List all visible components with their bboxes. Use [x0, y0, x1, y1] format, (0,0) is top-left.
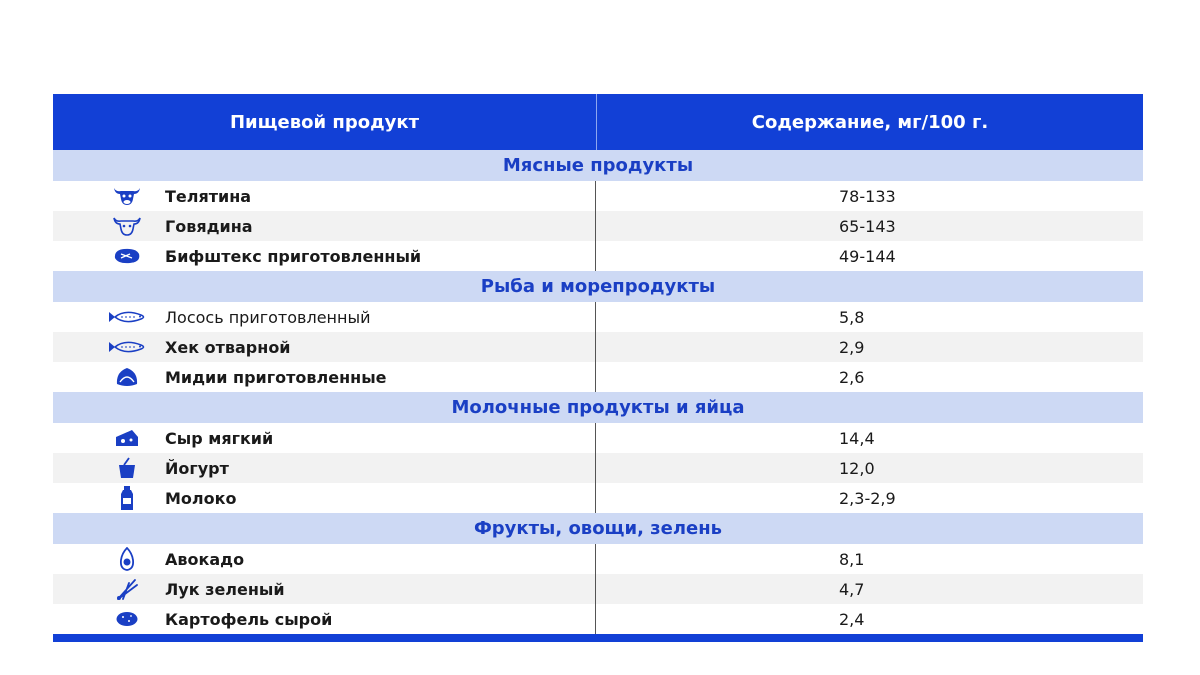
table-row — [53, 332, 1143, 362]
content-value: 2,6 — [839, 367, 865, 387]
product-name: Бифштекс приготовленный — [165, 246, 422, 266]
table-row — [53, 423, 1143, 453]
column-header-content: Содержание, мг/100 г. — [751, 111, 989, 133]
table-row — [53, 302, 1143, 332]
table-row — [53, 241, 1143, 271]
table-row — [53, 181, 1143, 211]
table-header — [53, 94, 1143, 150]
content-value: 5,8 — [839, 307, 865, 327]
section-title: Мясные продукты — [53, 150, 1143, 181]
product-name: Хек отварной — [165, 337, 291, 357]
mussel-icon — [98, 366, 156, 388]
cheese-icon — [98, 428, 156, 448]
table-row — [53, 574, 1143, 604]
milk-bottle-icon — [98, 485, 156, 511]
product-name: Телятина — [165, 186, 252, 206]
product-name: Мидии приготовленные — [165, 367, 387, 387]
content-value: 12,0 — [839, 458, 875, 478]
cow-icon — [98, 185, 156, 207]
fish-icon — [98, 309, 156, 325]
nutrition-table — [53, 94, 1143, 642]
product-name: Лук зеленый — [165, 579, 285, 599]
content-value: 8,1 — [839, 549, 865, 569]
section-title: Фрукты, овощи, зелень — [53, 513, 1143, 544]
content-value: 78-133 — [839, 186, 896, 206]
product-name: Йогурт — [165, 458, 229, 478]
cow-icon — [98, 215, 156, 237]
table-row — [53, 453, 1143, 483]
content-value: 4,7 — [839, 579, 865, 599]
content-value: 14,4 — [839, 428, 875, 448]
section-title: Рыба и морепродукты — [53, 271, 1143, 302]
content-value: 49-144 — [839, 246, 896, 266]
table-row — [53, 544, 1143, 574]
section-title: Молочные продукты и яйца — [53, 392, 1143, 423]
product-name: Лосось приготовленный — [165, 307, 371, 327]
content-value: 65-143 — [839, 216, 896, 236]
content-value: 2,3-2,9 — [839, 488, 896, 508]
product-name: Авокадо — [165, 549, 245, 569]
avocado-icon — [98, 547, 156, 571]
content-value: 2,9 — [839, 337, 865, 357]
content-value: 2,4 — [839, 609, 865, 629]
table-row — [53, 362, 1143, 392]
table-bottom-border — [53, 634, 1143, 642]
green-onion-icon — [98, 577, 156, 601]
steak-icon — [98, 246, 156, 266]
product-name: Сыр мягкий — [165, 428, 274, 448]
table-row — [53, 211, 1143, 241]
column-header-product: Пищевой продукт — [53, 94, 597, 150]
product-name: Говядина — [165, 216, 253, 236]
table-row — [53, 483, 1143, 513]
potato-icon — [98, 610, 156, 628]
table-row — [53, 604, 1143, 634]
product-name: Молоко — [165, 488, 237, 508]
fish-icon — [98, 339, 156, 355]
product-name: Картофель сырой — [165, 609, 333, 629]
yogurt-icon — [98, 456, 156, 480]
